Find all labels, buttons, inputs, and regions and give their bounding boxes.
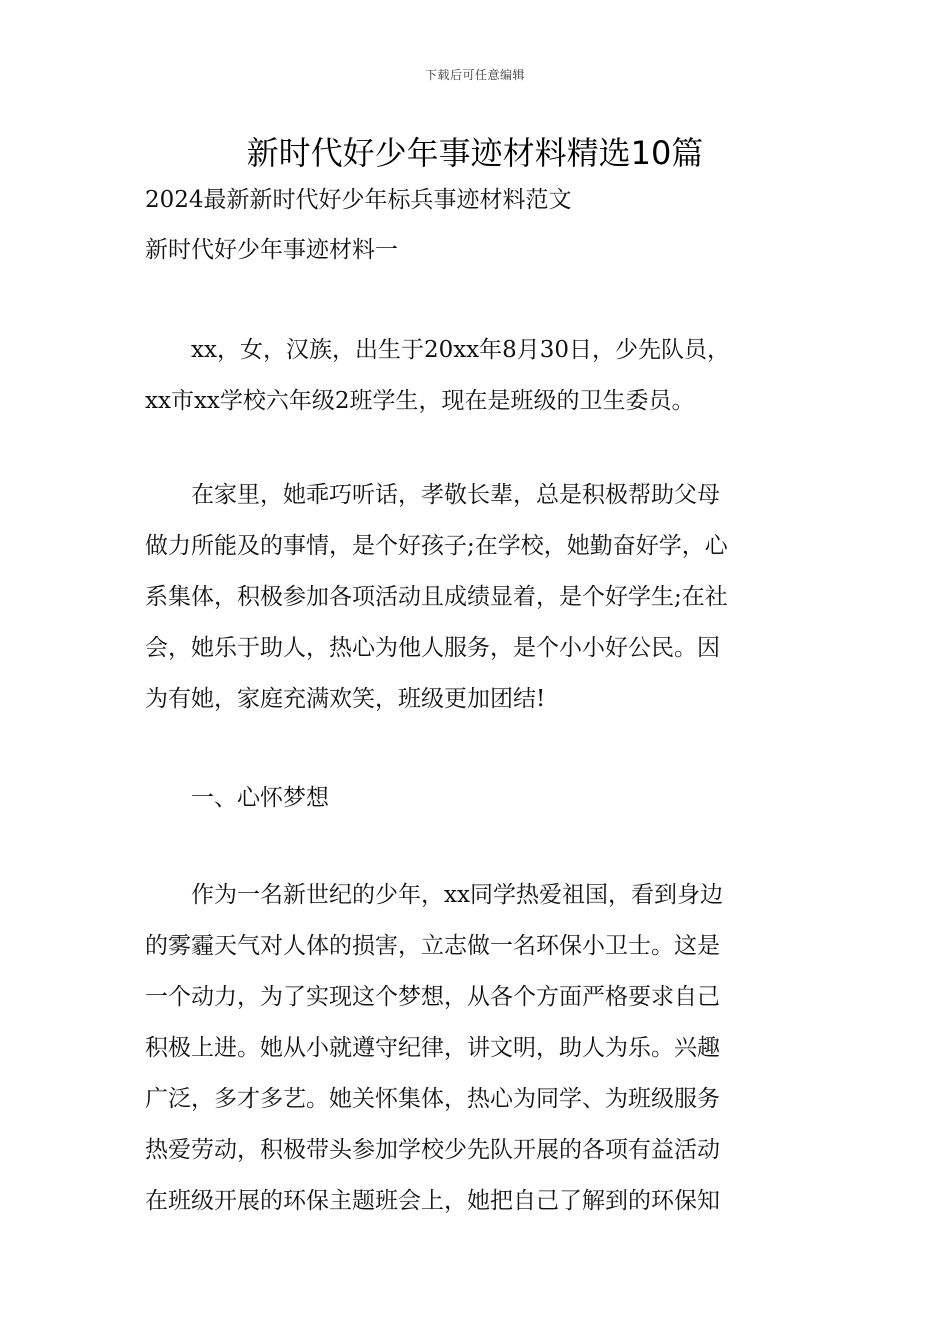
subtitle-line-1: 2024最新新时代好少年标兵事迹材料范文 <box>145 187 572 213</box>
header-note: 下载后可任意编辑 <box>424 68 525 82</box>
document-title: 新时代好少年事迹材料精选10篇 <box>246 134 704 172</box>
paragraph-line: 一、心怀梦想 <box>145 785 329 811</box>
paragraph-line: 在家里，她乖巧听话，孝敬长辈，总是积极帮助父母 <box>145 482 720 508</box>
paragraph-line: 会，她乐于助人，热心为他人服务，是个小小好公民。因 <box>145 635 720 661</box>
paragraph-4 <box>145 870 805 1227</box>
paragraph-2 <box>145 470 805 725</box>
paragraph-line: 系集体，积极参加各项活动且成绩显着，是个好学生;在社 <box>145 584 728 610</box>
paragraph-line: 积极上进。她从小就遵守纪律，讲文明，助人为乐。兴趣 <box>145 1035 720 1061</box>
subtitle-line-2: 新时代好少年事迹材料一 <box>145 237 398 263</box>
paragraph-line: 为有她，家庭充满欢笑，班级更加团结! <box>145 686 546 712</box>
paragraph-line: 作为一名新世纪的少年，xx同学热爱祖国，看到身边 <box>145 882 723 908</box>
paragraph-line: 热爱劳动，积极带头参加学校少先队开展的各项有益活动 <box>145 1137 720 1163</box>
paragraph-line: 在班级开展的环保主题班会上，她把自己了解到的环保知 <box>145 1188 720 1214</box>
paragraph-line: 一个动力，为了实现这个梦想，从各个方面严格要求自己 <box>145 984 720 1010</box>
paragraph-line: 广泛，多才多艺。她关怀集体，热心为同学、为班级服务 <box>145 1086 720 1112</box>
paragraph-line: 的雾霾天气对人体的损害，立志做一名环保小卫士。这是 <box>145 933 720 959</box>
section-heading <box>145 773 805 824</box>
paragraph-line: xx市xx学校六年级2班学生，现在是班级的卫生委员。 <box>145 388 695 414</box>
paragraph-1 <box>145 325 805 427</box>
paragraph-line: 做力所能及的事情，是个好孩子;在学校，她勤奋好学，心 <box>145 533 728 559</box>
paragraph-line: xx，女，汉族，出生于20xx年8月30日，少先队员， <box>145 337 731 363</box>
